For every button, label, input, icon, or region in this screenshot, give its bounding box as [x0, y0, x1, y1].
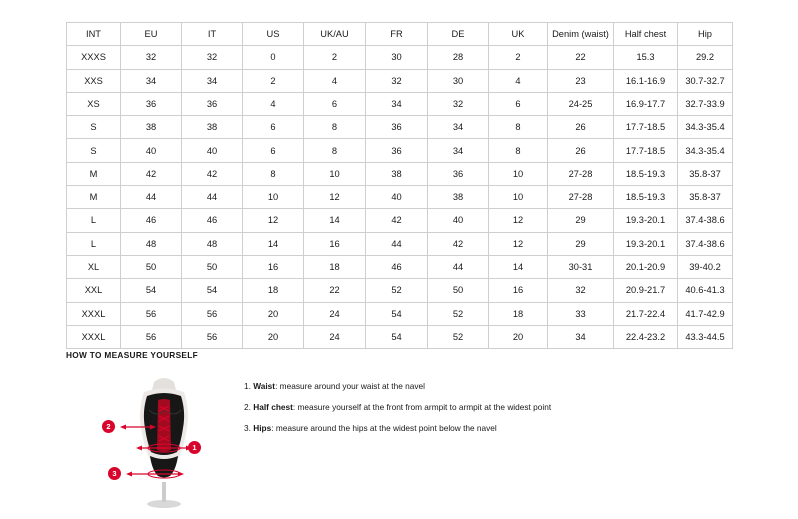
- table-cell: 14: [304, 209, 366, 232]
- table-cell: 4: [304, 69, 366, 92]
- column-header: UK/AU: [304, 23, 366, 46]
- table-cell: XXXL: [67, 302, 121, 325]
- instruction-text: : measure around your waist at the navel: [275, 381, 425, 391]
- table-cell: 34: [428, 139, 489, 162]
- size-chart-table: [66, 22, 733, 349]
- table-cell: 2: [489, 46, 548, 69]
- column-header: Denim (waist): [548, 23, 614, 46]
- table-cell: 14: [243, 232, 304, 255]
- table-cell: 12: [489, 209, 548, 232]
- instruction-term: Waist: [253, 381, 276, 391]
- table-cell: 2: [304, 46, 366, 69]
- table-cell: 8: [304, 116, 366, 139]
- table-cell: 34: [182, 69, 243, 92]
- table-row: [67, 186, 733, 209]
- table-cell: 32: [366, 69, 428, 92]
- table-cell: 12: [243, 209, 304, 232]
- table-row: [67, 209, 733, 232]
- table-cell: 44: [182, 186, 243, 209]
- table-cell: 12: [304, 186, 366, 209]
- column-header: UK: [489, 23, 548, 46]
- table-cell: 16: [304, 232, 366, 255]
- table-cell: 54: [366, 325, 428, 348]
- table-cell: 54: [366, 302, 428, 325]
- table-cell: S: [67, 139, 121, 162]
- table-cell: 36: [182, 92, 243, 115]
- table-cell: 10: [243, 186, 304, 209]
- table-cell: 22.4-23.2: [614, 325, 678, 348]
- table-cell: 30: [366, 46, 428, 69]
- table-cell: 46: [182, 209, 243, 232]
- table-row: [67, 92, 733, 115]
- table-cell: 43.3-44.5: [678, 325, 733, 348]
- table-cell: 42: [366, 209, 428, 232]
- table-cell: 46: [121, 209, 182, 232]
- table-cell: 19.3-20.1: [614, 232, 678, 255]
- table-cell: 27-28: [548, 186, 614, 209]
- instruction-text: : measure around the hips at the widest point below the navel: [271, 422, 497, 433]
- table-cell: L: [67, 232, 121, 255]
- table-cell: 32: [548, 279, 614, 302]
- table-cell: 34.3-35.4: [678, 116, 733, 139]
- table-cell: 20.1-20.9: [614, 255, 678, 278]
- table-cell: XS: [67, 92, 121, 115]
- table-cell: 15.3: [614, 46, 678, 69]
- table-row: [67, 162, 733, 185]
- table-cell: 41.7-42.9: [678, 302, 733, 325]
- table-cell: 42: [428, 232, 489, 255]
- table-cell: 39-40.2: [678, 255, 733, 278]
- instruction-number: 1.: [244, 381, 251, 391]
- table-cell: S: [67, 116, 121, 139]
- table-cell: 34: [428, 116, 489, 139]
- table-cell: 52: [428, 302, 489, 325]
- table-cell: 30: [428, 69, 489, 92]
- table-cell: 16.9-17.7: [614, 92, 678, 115]
- table-cell: 38: [182, 116, 243, 139]
- column-header: Half chest: [614, 23, 678, 46]
- table-cell: 6: [489, 92, 548, 115]
- mannequin-figure: [102, 370, 222, 510]
- table-cell: 20: [489, 325, 548, 348]
- table-cell: 44: [121, 186, 182, 209]
- instruction-term: Hips: [253, 422, 272, 433]
- marker-1-waist: 1: [188, 441, 201, 454]
- table-cell: 8: [243, 162, 304, 185]
- table-cell: 40.6-41.3: [678, 279, 733, 302]
- table-cell: M: [67, 186, 121, 209]
- how-to-measure-body: [66, 370, 766, 510]
- table-cell: 36: [121, 92, 182, 115]
- table-cell: 32: [428, 92, 489, 115]
- table-row: [67, 302, 733, 325]
- table-cell: 36: [366, 139, 428, 162]
- table-cell: 16: [243, 255, 304, 278]
- table-cell: 34: [548, 325, 614, 348]
- table-cell: 16: [489, 279, 548, 302]
- table-cell: 40: [428, 209, 489, 232]
- table-cell: 32.7-33.9: [678, 92, 733, 115]
- table-cell: 18: [304, 255, 366, 278]
- table-row: [67, 69, 733, 92]
- column-header: EU: [121, 23, 182, 46]
- table-cell: 29.2: [678, 46, 733, 69]
- table-cell: 17.7-18.5: [614, 116, 678, 139]
- table-cell: 6: [243, 139, 304, 162]
- table-cell: 54: [182, 279, 243, 302]
- table-cell: 50: [428, 279, 489, 302]
- table-cell: 30.7-32.7: [678, 69, 733, 92]
- mannequin-illustration: [102, 370, 222, 510]
- table-cell: 38: [121, 116, 182, 139]
- table-cell: 37.4-38.6: [678, 209, 733, 232]
- table-row: [67, 255, 733, 278]
- table-cell: 32: [182, 46, 243, 69]
- table-cell: 26: [548, 139, 614, 162]
- column-header: FR: [366, 23, 428, 46]
- table-cell: 27-28: [548, 162, 614, 185]
- table-cell: XXL: [67, 279, 121, 302]
- table-cell: 48: [182, 232, 243, 255]
- table-cell: 33: [548, 302, 614, 325]
- table-cell: 21.7-22.4: [614, 302, 678, 325]
- table-cell: 36: [366, 116, 428, 139]
- table-cell: 6: [304, 92, 366, 115]
- table-cell: M: [67, 162, 121, 185]
- table-cell: 54: [121, 279, 182, 302]
- table-cell: XXXS: [67, 46, 121, 69]
- table-cell: XXS: [67, 69, 121, 92]
- marker-3-hips: 3: [108, 467, 121, 480]
- table-cell: 10: [304, 162, 366, 185]
- table-cell: 34: [121, 69, 182, 92]
- how-to-measure-section: [66, 350, 766, 510]
- table-row: [67, 325, 733, 348]
- table-cell: 10: [489, 186, 548, 209]
- table-cell: 18.5-19.3: [614, 186, 678, 209]
- table-cell: L: [67, 209, 121, 232]
- table-cell: 4: [243, 92, 304, 115]
- marker-2-half-chest: 2: [102, 420, 115, 433]
- table-cell: 56: [121, 302, 182, 325]
- instruction-term: Half chest: [253, 401, 293, 412]
- size-chart-container: [66, 22, 732, 349]
- table-cell: 24: [304, 325, 366, 348]
- table-cell: 28: [428, 46, 489, 69]
- column-header: INT: [67, 23, 121, 46]
- table-cell: 24: [304, 302, 366, 325]
- table-cell: 56: [121, 325, 182, 348]
- table-cell: 22: [548, 46, 614, 69]
- table-cell: 40: [366, 186, 428, 209]
- table-cell: 46: [366, 255, 428, 278]
- table-cell: 23: [548, 69, 614, 92]
- table-cell: 18.5-19.3: [614, 162, 678, 185]
- table-cell: 20.9-21.7: [614, 279, 678, 302]
- table-cell: 32: [121, 46, 182, 69]
- table-cell: 38: [428, 186, 489, 209]
- table-cell: 42: [182, 162, 243, 185]
- table-cell: 8: [489, 116, 548, 139]
- table-cell: 18: [489, 302, 548, 325]
- table-header-row: [67, 23, 733, 46]
- table-cell: XL: [67, 255, 121, 278]
- instruction-number: 2.: [244, 401, 251, 412]
- instruction-number: 3.: [244, 422, 251, 433]
- table-cell: 22: [304, 279, 366, 302]
- table-cell: 14: [489, 255, 548, 278]
- table-row: [67, 232, 733, 255]
- table-cell: 56: [182, 325, 243, 348]
- table-cell: 2: [243, 69, 304, 92]
- table-cell: 29: [548, 209, 614, 232]
- table-cell: 24-25: [548, 92, 614, 115]
- table-cell: 19.3-20.1: [614, 209, 678, 232]
- table-cell: 44: [366, 232, 428, 255]
- table-cell: 56: [182, 302, 243, 325]
- table-row: [67, 279, 733, 302]
- table-cell: 52: [366, 279, 428, 302]
- column-header: IT: [182, 23, 243, 46]
- table-cell: 36: [428, 162, 489, 185]
- table-cell: 48: [121, 232, 182, 255]
- table-cell: 38: [366, 162, 428, 185]
- table-row: [67, 46, 733, 69]
- instruction-item-hips: [244, 424, 551, 434]
- table-cell: 16.1-16.9: [614, 69, 678, 92]
- table-cell: 34: [366, 92, 428, 115]
- table-cell: 20: [243, 325, 304, 348]
- table-cell: 35.8-37: [678, 162, 733, 185]
- table-cell: 50: [182, 255, 243, 278]
- table-cell: 29: [548, 232, 614, 255]
- table-cell: 44: [428, 255, 489, 278]
- table-cell: 12: [489, 232, 548, 255]
- column-header: Hip: [678, 23, 733, 46]
- table-cell: 20: [243, 302, 304, 325]
- table-cell: 42: [121, 162, 182, 185]
- column-header: DE: [428, 23, 489, 46]
- table-cell: 40: [182, 139, 243, 162]
- instruction-text: : measure yourself at the front from armpit to armpit at the widest point: [292, 401, 552, 412]
- table-cell: 26: [548, 116, 614, 139]
- table-cell: 30-31: [548, 255, 614, 278]
- table-cell: 50: [121, 255, 182, 278]
- table-cell: 8: [304, 139, 366, 162]
- table-row: [67, 116, 733, 139]
- table-cell: 35.8-37: [678, 186, 733, 209]
- table-cell: 17.7-18.5: [614, 139, 678, 162]
- table-cell: 4: [489, 69, 548, 92]
- column-header: US: [243, 23, 304, 46]
- table-cell: 18: [243, 279, 304, 302]
- instruction-item-waist: [244, 382, 551, 392]
- table-cell: 37.4-38.6: [678, 232, 733, 255]
- table-row: [67, 139, 733, 162]
- table-cell: 8: [489, 139, 548, 162]
- instruction-item-half-chest: [244, 403, 551, 413]
- table-cell: 0: [243, 46, 304, 69]
- how-to-measure-title: HOW TO MEASURE YOURSELF: [66, 350, 198, 360]
- table-cell: 40: [121, 139, 182, 162]
- measure-instructions-list: [244, 370, 551, 445]
- table-cell: 52: [428, 325, 489, 348]
- table-cell: XXXL: [67, 325, 121, 348]
- table-cell: 6: [243, 116, 304, 139]
- table-cell: 10: [489, 162, 548, 185]
- table-cell: 34.3-35.4: [678, 139, 733, 162]
